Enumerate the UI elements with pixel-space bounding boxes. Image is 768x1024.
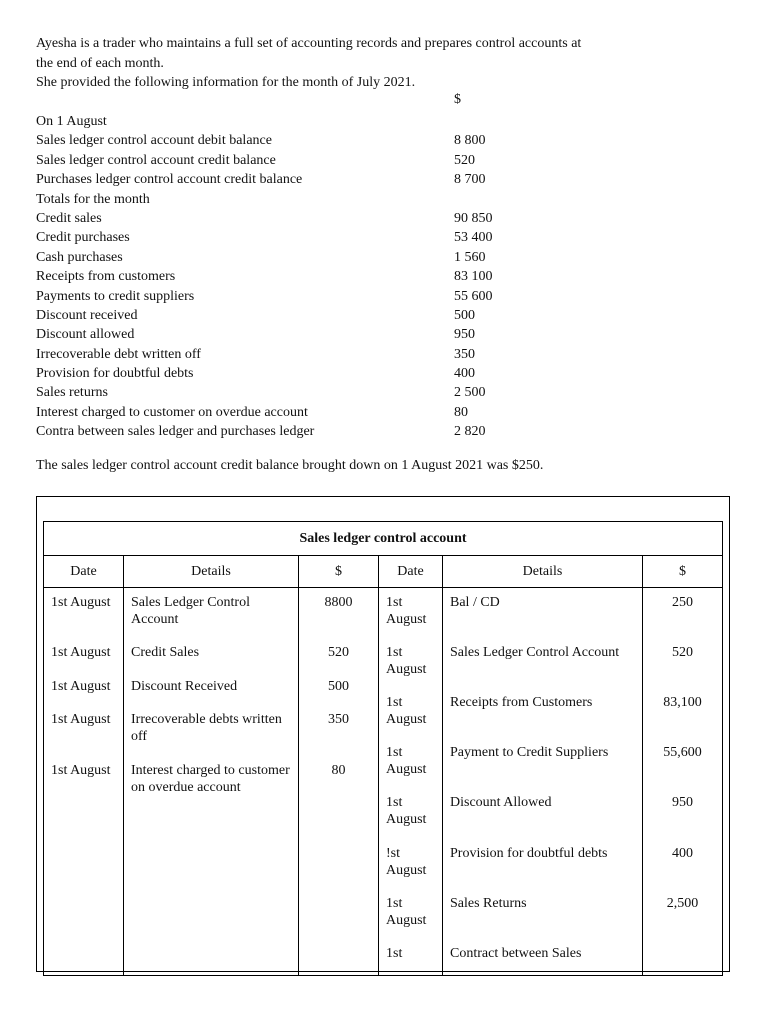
debit-entry-date: 1st August	[51, 712, 111, 727]
credit-amount-column	[643, 588, 723, 976]
info-label: Sales returns	[36, 385, 108, 401]
info-label: Discount received	[36, 307, 138, 323]
credit-date-column	[379, 588, 443, 976]
ledger-frame	[36, 496, 730, 972]
debit-date-header: Date	[44, 556, 124, 588]
debit-date-column	[44, 588, 124, 976]
debit-entry-date: 1st August	[51, 679, 111, 694]
debit-entry-date: 1st August	[51, 763, 111, 778]
debit-entry-details: Credit Sales	[131, 645, 200, 660]
debit-entry-amount: 8800	[324, 595, 353, 610]
info-label: Credit purchases	[36, 230, 130, 246]
info-label: Sales ledger control account credit balance	[36, 152, 276, 168]
debit-entry-amount: 500	[328, 679, 349, 694]
info-amount: 53 400	[454, 230, 493, 246]
credit-entry-details: Discount Allowed	[450, 795, 552, 810]
credit-entry-date: 1st	[386, 946, 403, 961]
credit-entry-amount: 250	[672, 595, 693, 610]
credit-entry-amount: 2,500	[666, 896, 699, 911]
info-label: Totals for the month	[36, 191, 150, 207]
credit-entry-details: Payment to Credit Suppliers	[450, 745, 609, 760]
info-label: On 1 August	[36, 114, 107, 129]
debit-entry-details: Interest charged to customer on overdue account	[131, 763, 290, 795]
info-row	[36, 403, 556, 422]
info-row	[36, 325, 556, 344]
debit-entry-details: Sales Ledger Control Account	[131, 595, 250, 627]
sales-ledger-control-account-table	[43, 521, 723, 976]
info-amount: 500	[454, 307, 475, 323]
credit-details-column	[443, 588, 643, 976]
info-amount: 950	[454, 327, 475, 343]
debit-entry-date: 1st August	[51, 645, 111, 660]
credit-entry-details: Receipts from Customers	[450, 695, 593, 710]
intro-text	[36, 34, 736, 93]
credit-entry-amount: 950	[672, 795, 693, 810]
credit-entry-date: 1st August	[386, 795, 427, 827]
info-amount: 1 560	[454, 249, 486, 265]
info-amount: 80	[454, 404, 468, 420]
balance-note: The sales ledger control account credit balance brought down on 1 August 2021 was $250.	[36, 458, 544, 473]
info-label: Payments to credit suppliers	[36, 288, 195, 304]
debit-entry-amount: 80	[331, 763, 346, 778]
info-row	[36, 364, 556, 383]
info-label: Provision for doubtful debts	[36, 366, 194, 382]
info-label: Receipts from customers	[36, 269, 176, 285]
credit-amount-header: $	[643, 556, 723, 588]
info-label: Contra between sales ledger and purchases ledger	[36, 424, 315, 440]
info-row	[36, 383, 556, 402]
info-row	[36, 306, 556, 325]
debit-details-column	[124, 588, 299, 976]
credit-entry-amount: 520	[672, 645, 693, 660]
info-label: Irrecoverable debt written off	[36, 346, 201, 362]
credit-entry-amount: 83,100	[663, 695, 702, 710]
info-amount: 350	[454, 346, 475, 362]
credit-entry-details: Sales Returns	[450, 896, 527, 911]
info-amount: 55 600	[454, 288, 493, 304]
info-row	[36, 170, 556, 189]
credit-entry-amount: 400	[672, 846, 693, 861]
info-amount: 90 850	[454, 210, 493, 226]
credit-details-header: Details	[443, 556, 643, 588]
credit-date-header: Date	[379, 556, 443, 588]
info-label: Purchases ledger control account credit balance	[36, 172, 303, 188]
debit-entry-date: 1st August	[51, 595, 111, 610]
credit-entry-details: Sales Ledger Control Account	[450, 645, 620, 660]
info-row	[36, 422, 556, 441]
credit-entry-amount: 55,600	[663, 745, 702, 760]
info-row	[36, 209, 556, 228]
info-amount: 400	[454, 366, 475, 382]
info-amount: 83 100	[454, 269, 493, 285]
info-label: Cash purchases	[36, 249, 123, 265]
credit-entry-date: !st August	[386, 846, 427, 878]
credit-entry-details: Bal / CD	[450, 595, 500, 610]
intro-line-1: Ayesha is a trader who maintains a full set of accounting records and prepares control accounts at	[36, 36, 582, 51]
credit-entry-date: 1st August	[386, 645, 427, 677]
info-row	[36, 287, 556, 306]
debit-amount-column	[299, 588, 379, 976]
info-amount: 8 800	[454, 133, 486, 149]
intro-line-2: the end of each month.	[36, 55, 164, 71]
ledger-title: Sales ledger control account	[44, 522, 723, 556]
info-row	[36, 345, 556, 364]
credit-entry-date: 1st August	[386, 896, 427, 928]
intro-line-3: She provided the following information for the month of July 2021.	[36, 75, 416, 90]
credit-entry-details: Contract between Sales	[450, 946, 582, 961]
debit-entry-amount: 520	[328, 645, 349, 660]
info-amount: 2 500	[454, 385, 486, 401]
info-row	[36, 131, 556, 150]
info-label: Discount allowed	[36, 327, 135, 343]
info-amount: 8 700	[454, 172, 486, 188]
debit-entry-details: Irrecoverable debts written off	[131, 712, 282, 744]
debit-entry-amount: 350	[328, 712, 349, 727]
info-row	[36, 248, 556, 267]
info-row	[36, 190, 556, 209]
info-amount: 2 820	[454, 424, 486, 440]
credit-entry-date: 1st August	[386, 695, 427, 727]
info-label: Sales ledger control account debit balance	[36, 133, 272, 149]
information-list	[36, 112, 556, 442]
info-row	[36, 228, 556, 247]
info-row	[36, 112, 556, 131]
debit-details-header: Details	[124, 556, 299, 588]
info-label: Credit sales	[36, 210, 102, 226]
info-row	[36, 151, 556, 170]
debit-entry-details: Discount Received	[131, 679, 238, 694]
info-row	[36, 267, 556, 286]
credit-entry-date: 1st August	[386, 745, 427, 777]
debit-amount-header: $	[299, 556, 379, 588]
credit-entry-date: 1st August	[386, 595, 427, 627]
credit-entry-details: Provision for doubtful debts	[450, 846, 608, 861]
currency-header: $	[454, 92, 461, 107]
info-amount: 520	[454, 152, 475, 168]
info-label: Interest charged to customer on overdue account	[36, 404, 308, 420]
